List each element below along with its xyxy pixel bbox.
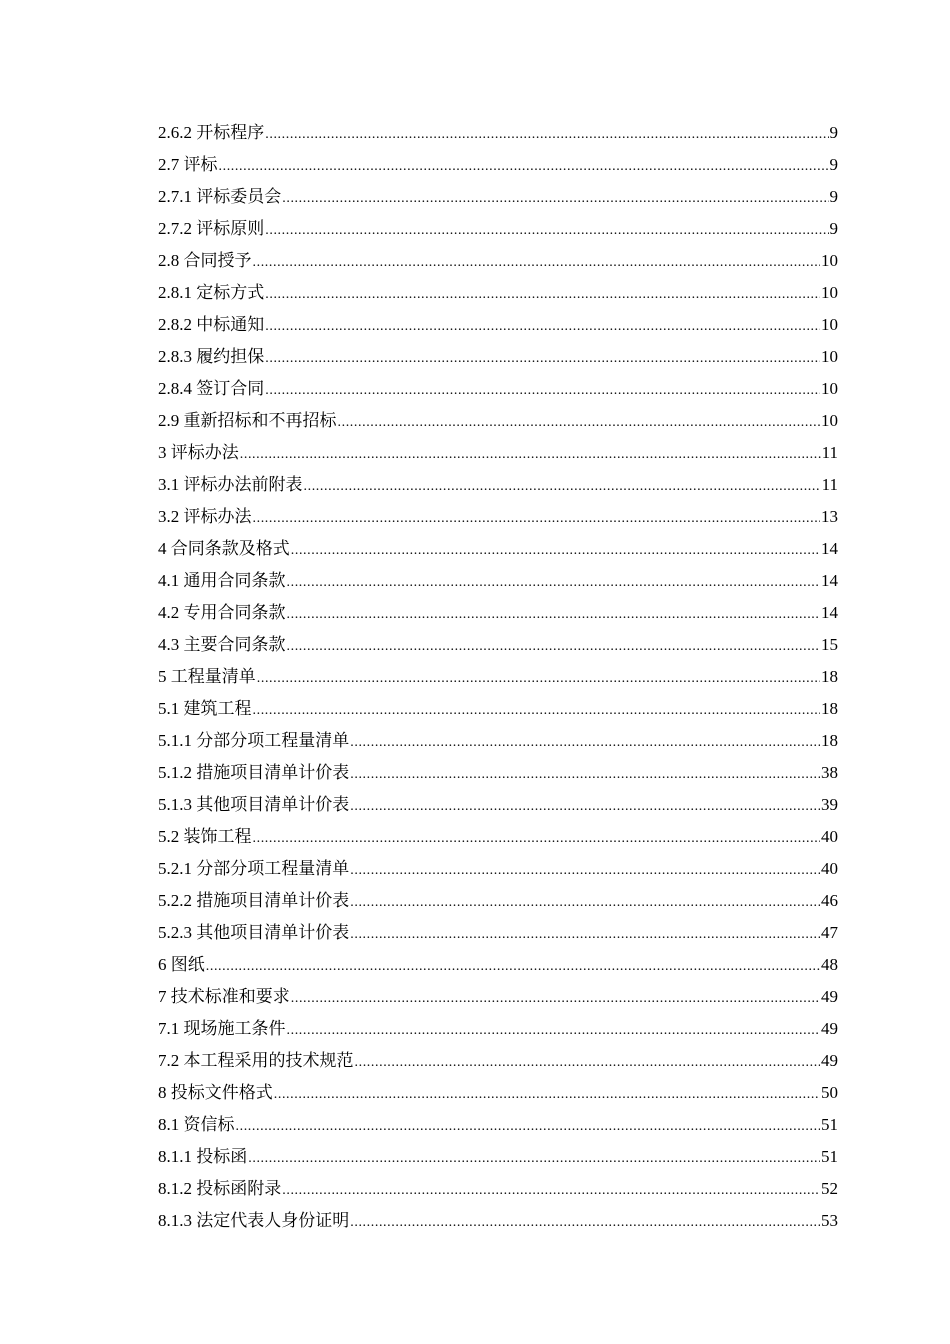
toc-entry[interactable] — [158, 1077, 838, 1109]
toc-entry-title: 7.2 本工程采用的技术规范 — [158, 1051, 354, 1070]
toc-entry-title: 8.1.1 投标函 — [158, 1147, 248, 1166]
toc-entry[interactable] — [158, 117, 838, 149]
toc-entry[interactable] — [158, 1205, 838, 1237]
toc-entry-title: 3.2 评标办法 — [158, 507, 252, 526]
toc-dot-leader — [265, 215, 828, 247]
toc-entry-title: 8.1.2 投标函附录 — [158, 1179, 282, 1198]
toc-entry-title: 8.1 资信标 — [158, 1115, 235, 1134]
toc-entry-page-number: 14 — [821, 539, 838, 558]
toc-entry-page-number: 14 — [821, 571, 838, 590]
toc-entry-title: 2.8.4 签订合同 — [158, 379, 265, 398]
toc-entry-page-number: 52 — [821, 1179, 838, 1198]
toc-entry-page-number: 18 — [821, 667, 838, 686]
toc-entry-title: 2.8.1 定标方式 — [158, 283, 265, 302]
toc-entry-page-number: 15 — [821, 635, 838, 654]
toc-dot-leader — [265, 343, 820, 375]
toc-dot-leader — [350, 887, 820, 919]
toc-entry-page-number: 18 — [821, 731, 838, 750]
toc-dot-leader — [257, 663, 820, 695]
toc-dot-leader — [248, 1143, 820, 1175]
toc-entry-page-number: 50 — [821, 1083, 838, 1102]
toc-dot-leader — [287, 599, 821, 631]
toc-entry[interactable] — [158, 469, 838, 501]
toc-dot-leader — [206, 951, 820, 983]
toc-entry-title: 8 投标文件格式 — [158, 1083, 273, 1102]
toc-entry-page-number: 47 — [821, 923, 838, 942]
toc-entry[interactable] — [158, 757, 838, 789]
toc-entry[interactable] — [158, 661, 838, 693]
toc-entry[interactable] — [158, 853, 838, 885]
toc-entry-title: 2.8 合同授予 — [158, 251, 252, 270]
toc-dot-leader — [350, 791, 820, 823]
toc-entry-page-number: 49 — [821, 987, 838, 1006]
toc-entry[interactable] — [158, 693, 838, 725]
toc-dot-leader — [287, 631, 821, 663]
toc-entry[interactable] — [158, 245, 838, 277]
toc-entry[interactable] — [158, 1013, 838, 1045]
toc-entry-title: 4 合同条款及格式 — [158, 539, 290, 558]
toc-entry-title: 2.8.3 履约担保 — [158, 347, 265, 366]
toc-entry[interactable] — [158, 309, 838, 341]
toc-dot-leader — [265, 375, 820, 407]
toc-entry[interactable] — [158, 341, 838, 373]
toc-dot-leader — [350, 727, 820, 759]
toc-entry[interactable] — [158, 981, 838, 1013]
toc-dot-leader — [291, 983, 820, 1015]
toc-entry[interactable] — [158, 149, 838, 181]
toc-entry-page-number: 14 — [821, 603, 838, 622]
toc-dot-leader — [350, 1207, 820, 1239]
toc-dot-leader — [355, 1047, 821, 1079]
toc-dot-leader — [350, 919, 820, 951]
toc-entry-title: 2.9 重新招标和不再招标 — [158, 411, 337, 430]
toc-entry-page-number: 13 — [821, 507, 838, 526]
toc-entry-page-number: 11 — [821, 475, 838, 494]
toc-entry[interactable] — [158, 1045, 838, 1077]
toc-entry[interactable] — [158, 405, 838, 437]
toc-dot-leader — [350, 855, 820, 887]
toc-entry[interactable] — [158, 597, 838, 629]
toc-dot-leader — [236, 1111, 821, 1143]
toc-entry-page-number: 40 — [821, 859, 838, 878]
toc-list — [158, 117, 838, 1237]
toc-entry-title: 2.8.2 中标通知 — [158, 315, 265, 334]
toc-entry-page-number: 49 — [821, 1051, 838, 1070]
toc-entry-page-number: 51 — [821, 1147, 838, 1166]
toc-entry[interactable] — [158, 789, 838, 821]
toc-entry-title: 5.1 建筑工程 — [158, 699, 252, 718]
toc-dot-leader — [253, 503, 821, 535]
toc-dot-leader — [282, 183, 828, 215]
toc-entry[interactable] — [158, 629, 838, 661]
toc-dot-leader — [274, 1079, 820, 1111]
toc-entry-page-number: 9 — [829, 155, 838, 174]
toc-entry-title: 7 技术标准和要求 — [158, 987, 290, 1006]
toc-entry-page-number: 9 — [829, 123, 838, 142]
toc-dot-leader — [287, 567, 821, 599]
toc-dot-leader — [282, 1175, 820, 1207]
toc-dot-leader — [338, 407, 821, 439]
toc-dot-leader — [253, 247, 821, 279]
toc-entry-page-number: 18 — [821, 699, 838, 718]
toc-entry[interactable] — [158, 1173, 838, 1205]
toc-entry-page-number: 40 — [821, 827, 838, 846]
toc-entry[interactable] — [158, 213, 838, 245]
toc-entry-page-number: 48 — [821, 955, 838, 974]
toc-entry[interactable] — [158, 917, 838, 949]
toc-entry-title: 5.2.3 其他项目清单计价表 — [158, 923, 350, 942]
toc-entry-page-number: 49 — [821, 1019, 838, 1038]
toc-entry[interactable] — [158, 821, 838, 853]
toc-entry-title: 2.7.2 评标原则 — [158, 219, 265, 238]
toc-entry-title: 5.2 装饰工程 — [158, 827, 252, 846]
toc-entry[interactable] — [158, 277, 838, 309]
toc-entry-page-number: 10 — [821, 251, 838, 270]
toc-entry-page-number: 10 — [821, 347, 838, 366]
toc-dot-leader — [253, 823, 821, 855]
toc-entry-title: 4.1 通用合同条款 — [158, 571, 286, 590]
toc-entry[interactable] — [158, 533, 838, 565]
toc-dot-leader — [265, 119, 828, 151]
toc-entry-title: 7.1 现场施工条件 — [158, 1019, 286, 1038]
toc-entry[interactable] — [158, 949, 838, 981]
toc-entry-title: 2.7 评标 — [158, 155, 218, 174]
toc-dot-leader — [265, 311, 820, 343]
toc-entry-page-number: 51 — [821, 1115, 838, 1134]
toc-entry-page-number: 10 — [821, 315, 838, 334]
toc-entry[interactable] — [158, 725, 838, 757]
toc-entry-title: 5.1.1 分部分项工程量清单 — [158, 731, 350, 750]
toc-entry[interactable] — [158, 1141, 838, 1173]
toc-entry-page-number: 10 — [821, 379, 838, 398]
toc-dot-leader — [291, 535, 820, 567]
toc-entry-title: 4.3 主要合同条款 — [158, 635, 286, 654]
toc-entry[interactable] — [158, 373, 838, 405]
toc-entry-title: 5 工程量清单 — [158, 667, 256, 686]
toc-entry[interactable] — [158, 501, 838, 533]
toc-entry-page-number: 10 — [821, 411, 838, 430]
toc-entry-title: 2.7.1 评标委员会 — [158, 187, 282, 206]
toc-entry-title: 2.6.2 开标程序 — [158, 123, 265, 142]
toc-entry[interactable] — [158, 437, 838, 469]
toc-dot-leader — [265, 279, 820, 311]
toc-dot-leader — [253, 695, 821, 727]
toc-entry-page-number: 38 — [821, 763, 838, 782]
toc-entry-title: 5.1.3 其他项目清单计价表 — [158, 795, 350, 814]
toc-entry-page-number: 9 — [829, 219, 838, 238]
toc-dot-leader — [219, 151, 829, 183]
toc-entry-title: 4.2 专用合同条款 — [158, 603, 286, 622]
toc-entry-page-number: 46 — [821, 891, 838, 910]
toc-entry-page-number: 53 — [821, 1211, 838, 1230]
toc-entry-title: 5.2.1 分部分项工程量清单 — [158, 859, 350, 878]
toc-entry-page-number: 10 — [821, 283, 838, 302]
toc-entry-title: 3.1 评标办法前附表 — [158, 475, 303, 494]
toc-entry-title: 8.1.3 法定代表人身份证明 — [158, 1211, 350, 1230]
toc-entry-page-number: 11 — [821, 443, 838, 462]
toc-entry-page-number: 39 — [821, 795, 838, 814]
toc-entry[interactable] — [158, 181, 838, 213]
toc-dot-leader — [350, 759, 820, 791]
toc-entry-title: 5.2.2 措施项目清单计价表 — [158, 891, 350, 910]
toc-entry-title: 6 图纸 — [158, 955, 205, 974]
table-of-contents — [158, 117, 838, 1237]
toc-entry[interactable] — [158, 885, 838, 917]
toc-dot-leader — [240, 439, 821, 471]
toc-entry[interactable] — [158, 565, 838, 597]
toc-dot-leader — [287, 1015, 821, 1047]
toc-entry-page-number: 9 — [829, 187, 838, 206]
toc-dot-leader — [304, 471, 821, 503]
toc-entry-title: 3 评标办法 — [158, 443, 239, 462]
toc-entry[interactable] — [158, 1109, 838, 1141]
toc-entry-title: 5.1.2 措施项目清单计价表 — [158, 763, 350, 782]
